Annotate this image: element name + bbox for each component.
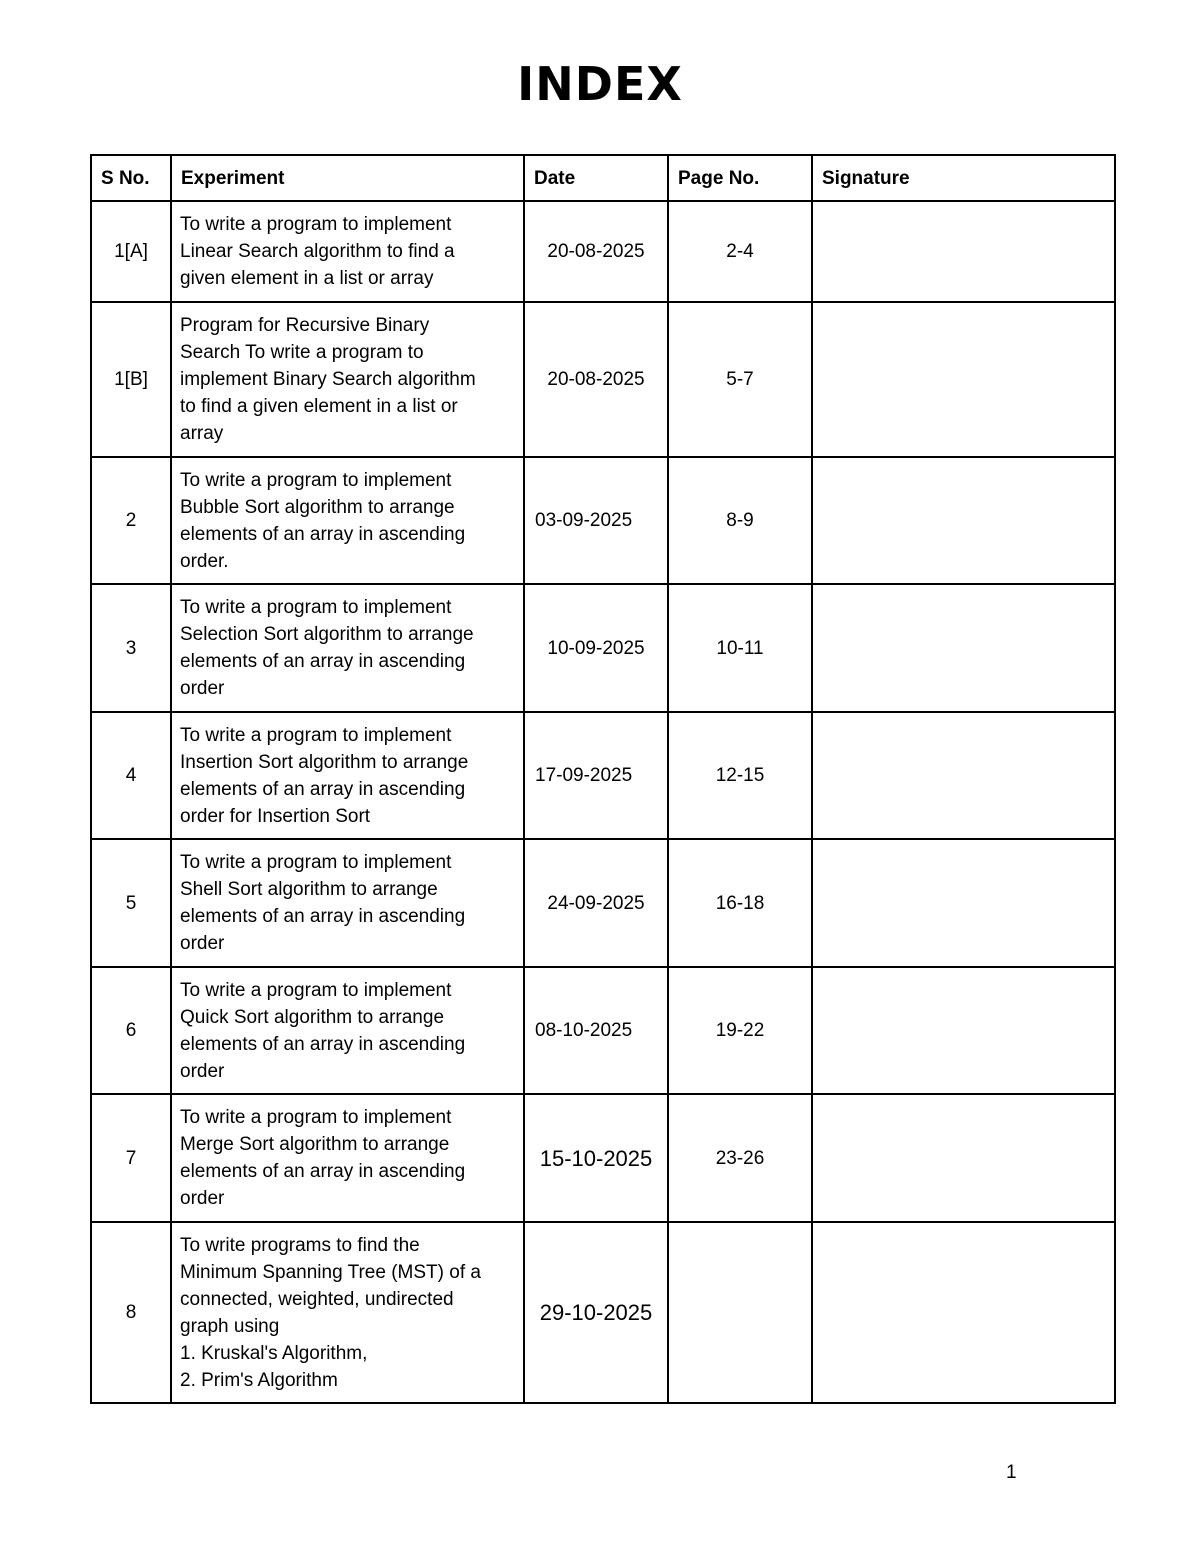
row-page-no: 12-15 bbox=[668, 712, 812, 839]
table-row bbox=[91, 1094, 1115, 1222]
row-experiment bbox=[171, 201, 524, 302]
row-signature bbox=[812, 457, 1115, 584]
experiment-line: To write a program to implement bbox=[180, 724, 452, 746]
experiment-line: graph using bbox=[180, 1315, 280, 1337]
row-date: 08-10-2025 bbox=[524, 967, 668, 1094]
row-signature bbox=[812, 201, 1115, 302]
row-date: 20-08-2025 bbox=[524, 302, 668, 457]
experiment-line: Bubble Sort algorithm to arrange bbox=[180, 496, 455, 518]
row-sno: 1[B] bbox=[91, 302, 171, 457]
table-row bbox=[91, 839, 1115, 967]
experiment-line: 1. Kruskal's Algorithm, bbox=[180, 1342, 368, 1364]
row-page-no: 19-22 bbox=[668, 967, 812, 1094]
row-sno: 7 bbox=[91, 1094, 171, 1222]
row-page-no: 2-4 bbox=[668, 201, 812, 302]
row-date: 24-09-2025 bbox=[524, 839, 668, 967]
row-page-no: 10-11 bbox=[668, 584, 812, 712]
row-signature bbox=[812, 712, 1115, 839]
row-sno: 1[A] bbox=[91, 201, 171, 302]
row-experiment bbox=[171, 584, 524, 712]
row-sno: 6 bbox=[91, 967, 171, 1094]
row-sno: 8 bbox=[91, 1222, 171, 1403]
experiment-line: implement Binary Search algorithm bbox=[180, 369, 476, 390]
row-signature bbox=[812, 967, 1115, 1094]
row-sno: 4 bbox=[91, 712, 171, 839]
row-signature bbox=[812, 1222, 1115, 1403]
row-date: 20-08-2025 bbox=[524, 201, 668, 302]
experiment-line: elements of an array in ascending bbox=[180, 906, 466, 927]
experiment-line: Linear Search algorithm to find a bbox=[180, 241, 455, 262]
row-date: 10-09-2025 bbox=[524, 584, 668, 712]
row-page-no: 16-18 bbox=[668, 839, 812, 967]
experiment-line: order. bbox=[180, 550, 229, 572]
page-number: 1 bbox=[1006, 1462, 1017, 1483]
row-page-no: 8-9 bbox=[668, 457, 812, 584]
experiment-line: Shell Sort algorithm to arrange bbox=[180, 879, 438, 900]
experiment-line: 2. Prim's Algorithm bbox=[180, 1369, 338, 1391]
table-header-row bbox=[91, 155, 1115, 201]
row-sno: 2 bbox=[91, 457, 171, 584]
experiment-line: elements of an array in ascending bbox=[180, 778, 466, 800]
table-row bbox=[91, 967, 1115, 1094]
experiment-line: Merge Sort algorithm to arrange bbox=[180, 1134, 450, 1155]
table-row bbox=[91, 302, 1115, 457]
row-signature bbox=[812, 839, 1115, 967]
experiment-line: elements of an array in ascending bbox=[180, 523, 466, 545]
experiment-line: Minimum Spanning Tree (MST) of a bbox=[180, 1261, 481, 1283]
row-date: 29-10-2025 bbox=[524, 1222, 668, 1403]
row-signature bbox=[812, 1094, 1115, 1222]
experiment-line: To write a program to implement bbox=[180, 469, 452, 491]
experiment-line: order for Insertion Sort bbox=[180, 805, 371, 827]
row-experiment bbox=[171, 839, 524, 967]
header-signature: Signature bbox=[812, 155, 1115, 201]
header-date: Date bbox=[524, 155, 668, 201]
row-experiment bbox=[171, 1094, 524, 1222]
experiment-line: Program for Recursive Binary bbox=[180, 315, 430, 336]
experiment-line: To write a program to implement bbox=[180, 597, 452, 618]
row-page-no bbox=[668, 1222, 812, 1403]
experiment-line: order bbox=[180, 1188, 225, 1209]
experiment-line: To write a program to implement bbox=[180, 979, 452, 1001]
experiment-line: To write a program to implement bbox=[180, 214, 452, 235]
table-row bbox=[91, 201, 1115, 302]
experiment-line: order bbox=[180, 678, 225, 699]
row-sno: 5 bbox=[91, 839, 171, 967]
experiment-line: To write a program to implement bbox=[180, 852, 452, 873]
experiment-line: order bbox=[180, 933, 225, 954]
experiment-line: elements of an array in ascending bbox=[180, 1161, 466, 1182]
experiment-line: To write programs to find the bbox=[180, 1234, 420, 1256]
experiment-line: elements of an array in ascending bbox=[180, 1033, 466, 1055]
table-row bbox=[91, 1222, 1115, 1403]
header-page-no: Page No. bbox=[668, 155, 812, 201]
experiment-line: connected, weighted, undirected bbox=[180, 1288, 454, 1310]
row-page-no: 23-26 bbox=[668, 1094, 812, 1222]
experiment-line: to find a given element in a list or bbox=[180, 396, 458, 417]
row-experiment bbox=[171, 967, 524, 1094]
row-sno: 3 bbox=[91, 584, 171, 712]
experiment-line: To write a program to implement bbox=[180, 1107, 452, 1128]
table-row bbox=[91, 457, 1115, 584]
header-experiment: Experiment bbox=[171, 155, 524, 201]
row-date: 15-10-2025 bbox=[524, 1094, 668, 1222]
experiment-line: Selection Sort algorithm to arrange bbox=[180, 624, 474, 645]
experiment-line: Insertion Sort algorithm to arrange bbox=[180, 751, 469, 773]
experiment-line: array bbox=[180, 423, 224, 444]
row-date: 03-09-2025 bbox=[524, 457, 668, 584]
row-signature bbox=[812, 302, 1115, 457]
row-date: 17-09-2025 bbox=[524, 712, 668, 839]
row-experiment bbox=[171, 302, 524, 457]
page-title: INDEX bbox=[517, 57, 683, 111]
table-row bbox=[91, 584, 1115, 712]
row-experiment bbox=[171, 712, 524, 839]
experiment-line: given element in a list or array bbox=[180, 268, 434, 289]
header-sno: S No. bbox=[91, 155, 171, 201]
experiment-line: elements of an array in ascending bbox=[180, 651, 466, 672]
table-row bbox=[91, 712, 1115, 839]
row-experiment bbox=[171, 1222, 524, 1403]
experiment-line: Quick Sort algorithm to arrange bbox=[180, 1006, 445, 1028]
row-signature bbox=[812, 584, 1115, 712]
experiment-line: Search To write a program to bbox=[180, 342, 424, 363]
row-experiment bbox=[171, 457, 524, 584]
experiment-line: order bbox=[180, 1060, 225, 1082]
index-table bbox=[90, 154, 1116, 1404]
row-page-no: 5-7 bbox=[668, 302, 812, 457]
